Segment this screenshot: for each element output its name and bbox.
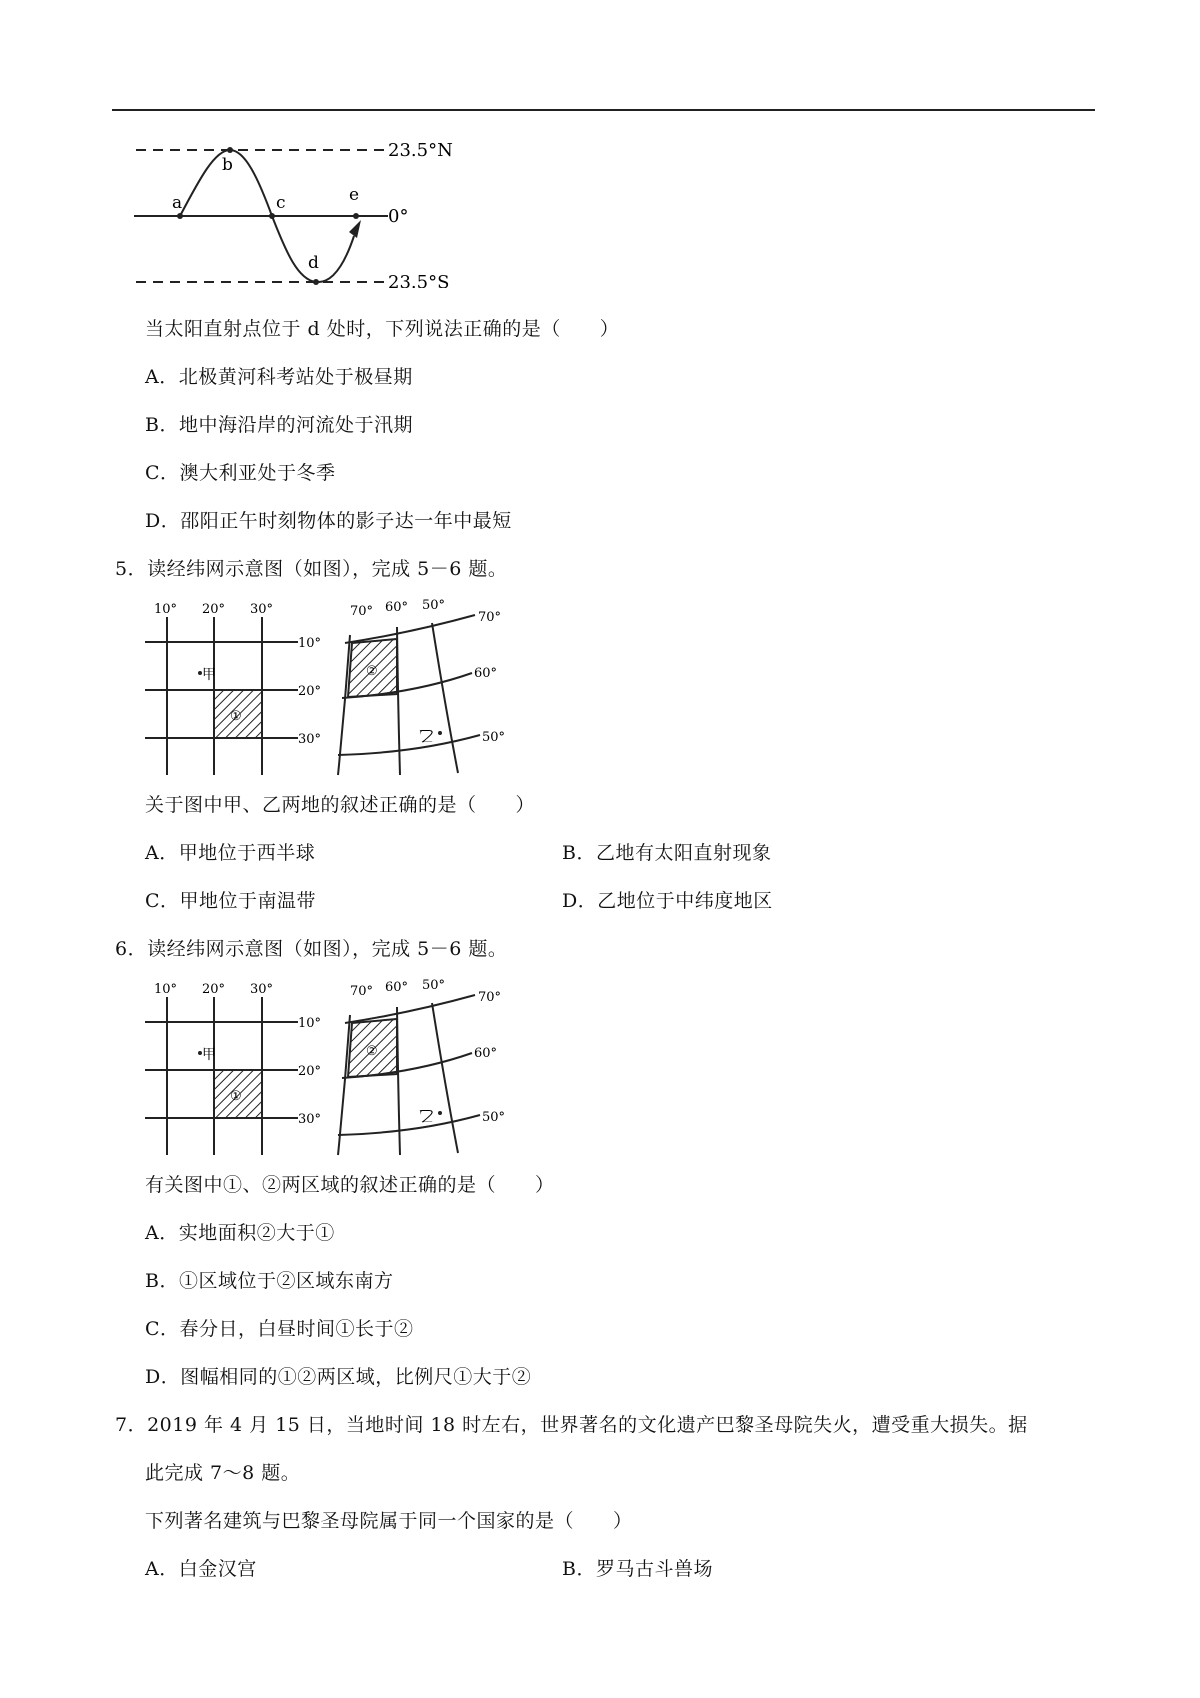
q7-option-b: B．罗马古斗兽场 bbox=[562, 1558, 713, 1580]
q6-intro: 6．读经纬网示意图（如图），完成 5－6 题。 bbox=[115, 938, 508, 960]
svg-text:②: ② bbox=[366, 1044, 378, 1059]
q7-intro-line2: 此完成 7～8 题。 bbox=[145, 1462, 301, 1484]
graticule-figure-q5 bbox=[140, 595, 560, 780]
svg-text:70°: 70° bbox=[478, 610, 502, 625]
q6-option-b: B．①区域位于②区域东南方 bbox=[145, 1270, 394, 1292]
svg-text:10°: 10° bbox=[298, 1016, 322, 1031]
svg-text:①: ① bbox=[230, 1089, 242, 1104]
yi-label: 乙 bbox=[418, 1107, 434, 1125]
yi-label: 乙 bbox=[418, 727, 434, 745]
q4-option-d: D．邵阳正午时刻物体的影子达一年中最短 bbox=[145, 510, 512, 532]
svg-text:50°: 50° bbox=[482, 1110, 506, 1125]
q7-intro-line1: 7．2019 年 4 月 15 日，当地时间 18 时左右，世界著名的文化遗产巴黎圣母院失火，遭受重大损失。据 bbox=[115, 1414, 1028, 1436]
q5-intro: 5．读经纬网示意图（如图），完成 5－6 题。 bbox=[115, 558, 508, 580]
q6-stem: 有关图中①、②两区域的叙述正确的是（ ） bbox=[145, 1174, 555, 1196]
svg-text:60°: 60° bbox=[385, 600, 409, 615]
equator-label: 0° bbox=[388, 206, 409, 227]
svg-text:60°: 60° bbox=[474, 1046, 498, 1061]
svg-text:20°: 20° bbox=[298, 684, 322, 699]
jia-label: 甲 bbox=[202, 1047, 216, 1063]
point-e-label: e bbox=[349, 185, 360, 205]
lat-s-label: 23.5°S bbox=[388, 272, 450, 288]
svg-text:10°: 10° bbox=[154, 602, 178, 617]
q6-option-d: D．图幅相同的①②两区域，比例尺①大于② bbox=[145, 1366, 532, 1388]
svg-text:30°: 30° bbox=[298, 1112, 322, 1127]
q7-option-a: A．白金汉宫 bbox=[145, 1558, 257, 1580]
lat-n-label: 23.5°N bbox=[388, 140, 453, 161]
jia-label: 甲 bbox=[202, 667, 216, 683]
svg-text:60°: 60° bbox=[474, 666, 498, 681]
q4-option-c: C．澳大利亚处于冬季 bbox=[145, 462, 336, 484]
point-a-label: a bbox=[172, 193, 183, 213]
svg-text:30°: 30° bbox=[250, 602, 274, 617]
svg-text:60°: 60° bbox=[385, 980, 409, 995]
q5-option-a: A．甲地位于西半球 bbox=[145, 842, 316, 864]
q5-stem: 关于图中甲、乙两地的叙述正确的是（ ） bbox=[145, 794, 536, 816]
graticule-figure-q6 bbox=[140, 975, 560, 1160]
svg-text:70°: 70° bbox=[350, 984, 374, 999]
svg-text:30°: 30° bbox=[298, 732, 322, 747]
svg-text:50°: 50° bbox=[422, 598, 446, 613]
header-rule bbox=[112, 109, 1095, 111]
svg-text:70°: 70° bbox=[478, 990, 502, 1005]
q5-option-c: C．甲地位于南温带 bbox=[145, 890, 317, 912]
svg-text:10°: 10° bbox=[298, 636, 322, 651]
q4-stem: 当太阳直射点位于 d 处时，下列说法正确的是（ ） bbox=[145, 318, 620, 340]
q5-option-b: B．乙地有太阳直射现象 bbox=[562, 842, 772, 864]
svg-text:②: ② bbox=[366, 664, 378, 679]
point-c-label: c bbox=[276, 193, 286, 213]
svg-text:30°: 30° bbox=[250, 982, 274, 997]
q7-stem: 下列著名建筑与巴黎圣母院属于同一个国家的是（ ） bbox=[145, 1510, 633, 1532]
sun-direct-point-figure bbox=[130, 128, 510, 288]
q6-option-c: C．春分日，白昼时间①长于② bbox=[145, 1318, 414, 1340]
svg-text:50°: 50° bbox=[422, 978, 446, 993]
svg-text:70°: 70° bbox=[350, 604, 374, 619]
point-d-label: d bbox=[308, 253, 319, 273]
q6-option-a: A．实地面积②大于① bbox=[145, 1222, 335, 1244]
svg-text:20°: 20° bbox=[202, 602, 226, 617]
q4-option-a: A．北极黄河科考站处于极昼期 bbox=[145, 366, 413, 388]
q4-option-b: B．地中海沿岸的河流处于汛期 bbox=[145, 414, 413, 436]
arrow-icon bbox=[349, 220, 361, 238]
svg-text:10°: 10° bbox=[154, 982, 178, 997]
svg-text:20°: 20° bbox=[298, 1064, 322, 1079]
q5-option-d: D．乙地位于中纬度地区 bbox=[562, 890, 773, 912]
point-b-label: b bbox=[222, 155, 233, 175]
svg-text:20°: 20° bbox=[202, 982, 226, 997]
svg-text:①: ① bbox=[230, 709, 242, 724]
svg-text:50°: 50° bbox=[482, 730, 506, 745]
